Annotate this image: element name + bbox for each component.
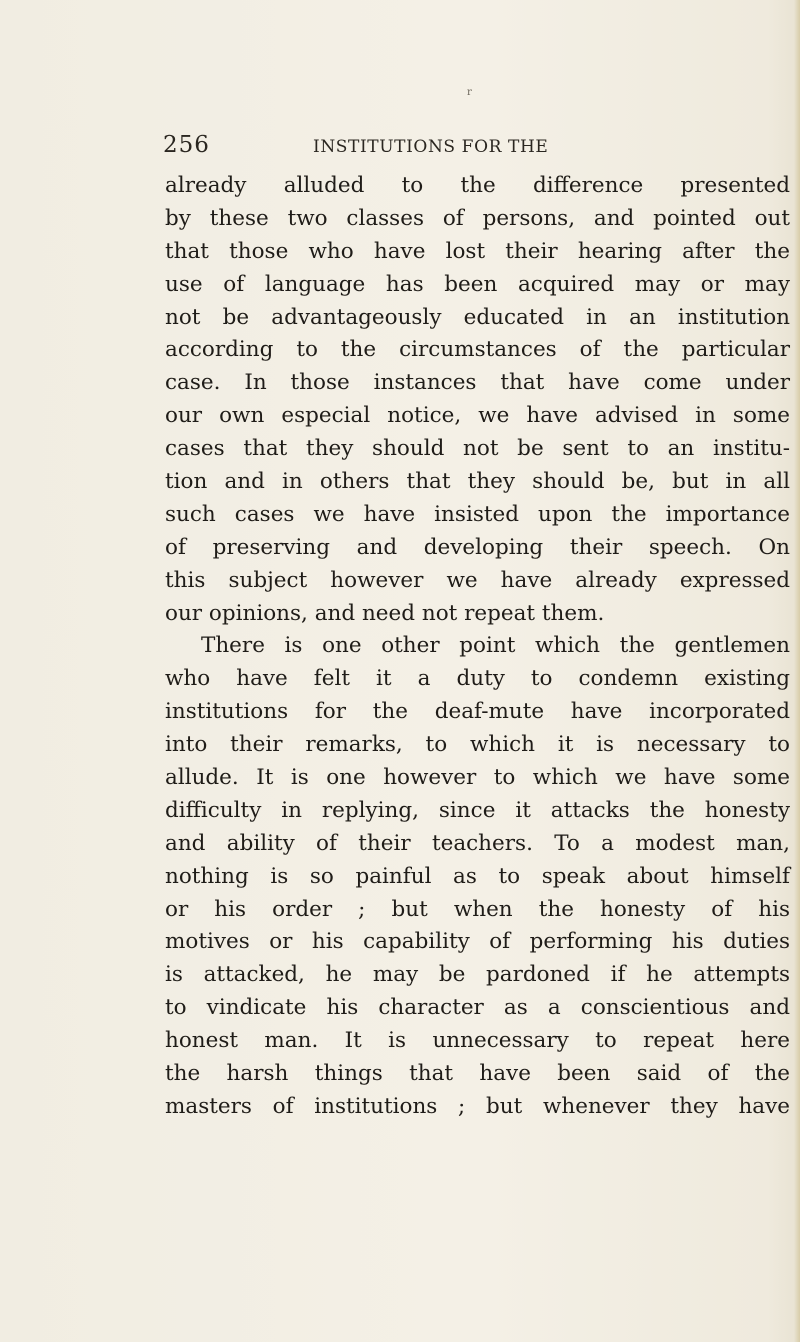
text-line: by these two classes of persons, and pointed out [165,205,790,231]
text-line: cases that they should not be sent to an institu- [165,436,790,462]
text-line: tion and in others that they should be, but in all [165,469,790,495]
text-line: who have felt it a duty to condemn existing [165,666,790,692]
text-line: and ability of their teachers. To a modest man, [165,830,790,856]
text-line: There is one other point which the gentlemen [201,633,790,659]
text-line: honest man. It is unnecessary to repeat here [165,1028,790,1054]
text-line: of preserving and developing their speech. On [165,534,790,560]
text-line: allude. It is one however to which we have some [165,765,790,791]
text-line: or his order ; but when the honesty of his [165,896,790,922]
text-line: difficulty in replying, since it attacks the honesty [165,797,790,823]
text-line: our own especial notice, we have advised in some [165,403,790,429]
text-line: case. In those instances that have come under [165,370,790,396]
text-line: already alluded to the difference presented [165,173,790,198]
text-line: such cases we have insisted upon the importance [165,501,790,527]
body-text [165,170,790,1124]
text-line: is attacked, he may be pardoned if he attempts [165,962,790,988]
text-line: our opinions, and need not repeat them. [165,600,605,626]
running-head: INSTITUTIONS FOR THE [313,137,549,157]
page-tick-mark: r [467,87,472,98]
page-edge-shadow [794,0,800,1342]
text-line: this subject however we have already expressed [165,567,790,593]
text-line: according to the circumstances of the particular [165,337,790,363]
text-line: nothing is so painful as to speak about himself [165,863,790,889]
text-line: use of language has been acquired may or may [165,271,790,297]
text-line: institutions for the deaf-mute have incorporated [165,699,790,725]
text-line: the harsh things that have been said of the [165,1061,790,1087]
text-line: to vindicate his character as a conscientious and [165,995,790,1021]
page-number: 256 [163,132,210,158]
text-line: motives or his capability of performing his duties [165,929,790,955]
text-line: into their remarks, to which it is necessary to [165,732,790,758]
text-line: that those who have lost their hearing after the [165,238,790,264]
text-line: not be advantageously educated in an institution [165,304,790,330]
text-line: masters of institutions ; but whenever they have [165,1093,790,1119]
